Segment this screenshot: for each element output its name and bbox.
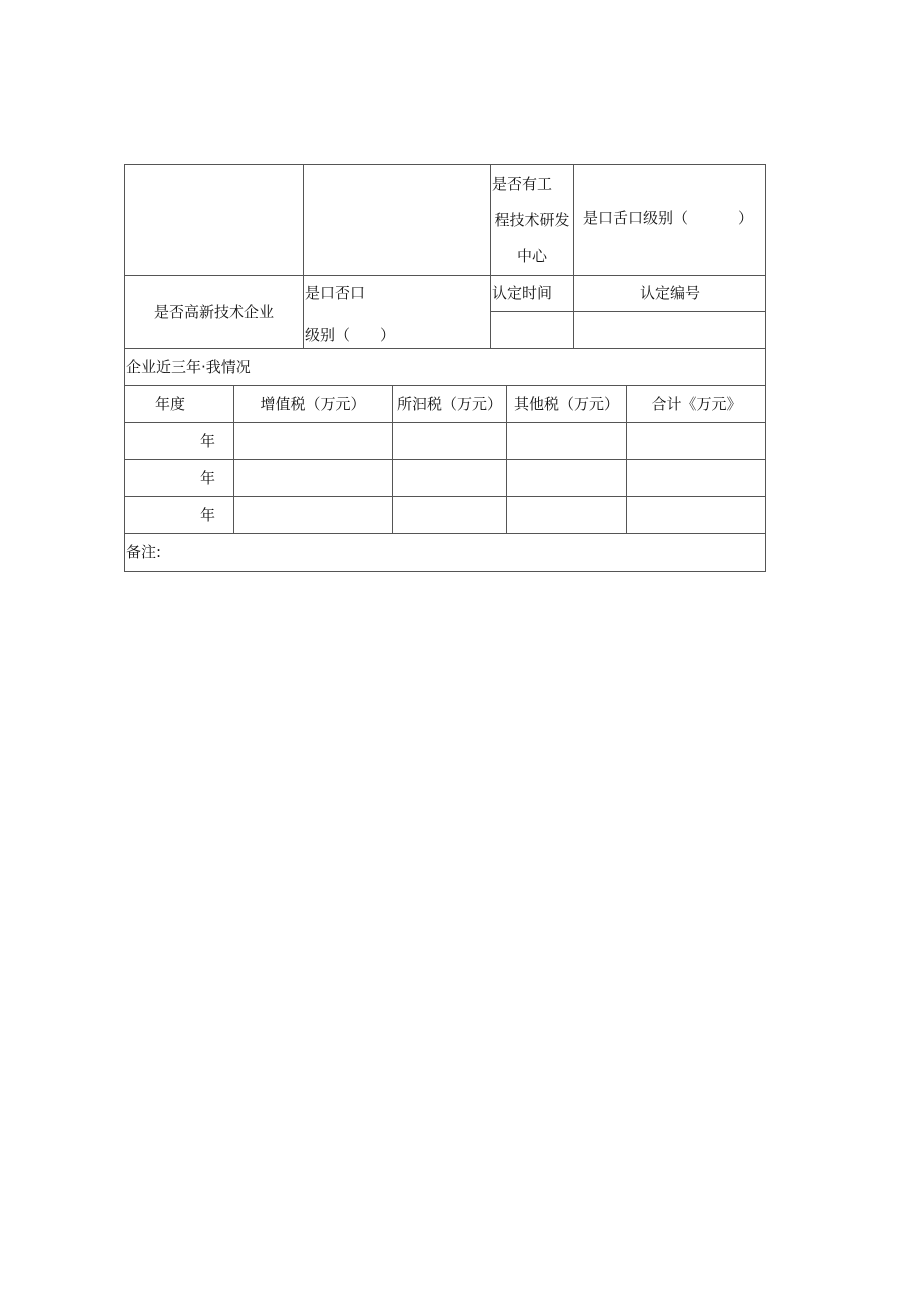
tax-row-year-text: 年: [199, 468, 215, 487]
tax-header-text: 其他税（万元）: [513, 394, 619, 413]
tax-cell-income[interactable]: [393, 460, 507, 497]
tax-row-year-text: 年: [199, 431, 215, 450]
tax-cell-vat[interactable]: [234, 423, 393, 460]
hightech-choice-cell[interactable]: [304, 276, 491, 349]
tax-header-text: 合计《万元》: [651, 394, 742, 413]
cert-number-value[interactable]: [574, 312, 766, 349]
rd-center-choice: 是口舌口级别（: [583, 208, 689, 227]
blank-cell: [304, 165, 491, 276]
section-title-text: 企业近三年·我情况: [126, 357, 251, 376]
tax-cell-other[interactable]: [507, 497, 627, 534]
rd-center-label: [491, 165, 574, 276]
hightech-label-text: 是否高新技术企业: [153, 302, 274, 321]
tax-header-text: 所汩税（万元）: [396, 394, 502, 413]
tax-header-year: [125, 386, 234, 423]
tax-row-year[interactable]: [125, 497, 234, 534]
cert-date-label: [491, 276, 574, 312]
tax-row-year-text: 年: [199, 505, 215, 524]
tax-cell-other[interactable]: [507, 423, 627, 460]
cert-date-label-text: 认定时间: [492, 284, 553, 302]
rd-center-label-line: 程技术研发: [494, 211, 570, 229]
remarks-cell[interactable]: [125, 534, 766, 571]
rd-center-choice-close: ）: [738, 208, 754, 227]
tax-header-income: [393, 386, 507, 423]
tax-cell-vat[interactable]: [234, 497, 393, 534]
rd-center-label-line: 是否有工: [492, 175, 553, 193]
cert-number-label: [574, 276, 766, 312]
cert-number-label-text: 认定编号: [639, 284, 700, 302]
hightech-label: [125, 276, 304, 349]
tax-row-year[interactable]: [125, 460, 234, 497]
tax-header-total: [627, 386, 766, 423]
tax-header-text: 增值税（万元）: [260, 394, 366, 413]
section-title: [125, 349, 766, 386]
hightech-level: 级别（: [305, 326, 351, 344]
tax-header-other: [507, 386, 627, 423]
rd-center-label-line: 中心: [516, 247, 547, 265]
tax-cell-total[interactable]: [627, 423, 766, 460]
tax-header-text: 年度: [154, 394, 185, 413]
tax-cell-vat[interactable]: [234, 460, 393, 497]
rd-center-choice-cell[interactable]: [574, 165, 766, 276]
tax-cell-total[interactable]: [627, 497, 766, 534]
tax-row-year[interactable]: [125, 423, 234, 460]
enterprise-info-form: [124, 164, 766, 572]
tax-cell-total[interactable]: [627, 460, 766, 497]
blank-cell: [125, 165, 304, 276]
cert-date-value[interactable]: [491, 312, 574, 349]
tax-cell-other[interactable]: [507, 460, 627, 497]
hightech-choice: 是口否口: [305, 284, 366, 302]
hightech-level-line: [305, 328, 395, 343]
tax-header-vat: [234, 386, 393, 423]
tax-cell-income[interactable]: [393, 423, 507, 460]
tax-cell-income[interactable]: [393, 497, 507, 534]
hightech-level-close: ）: [380, 326, 396, 344]
remarks-label: 备注:: [126, 543, 162, 561]
